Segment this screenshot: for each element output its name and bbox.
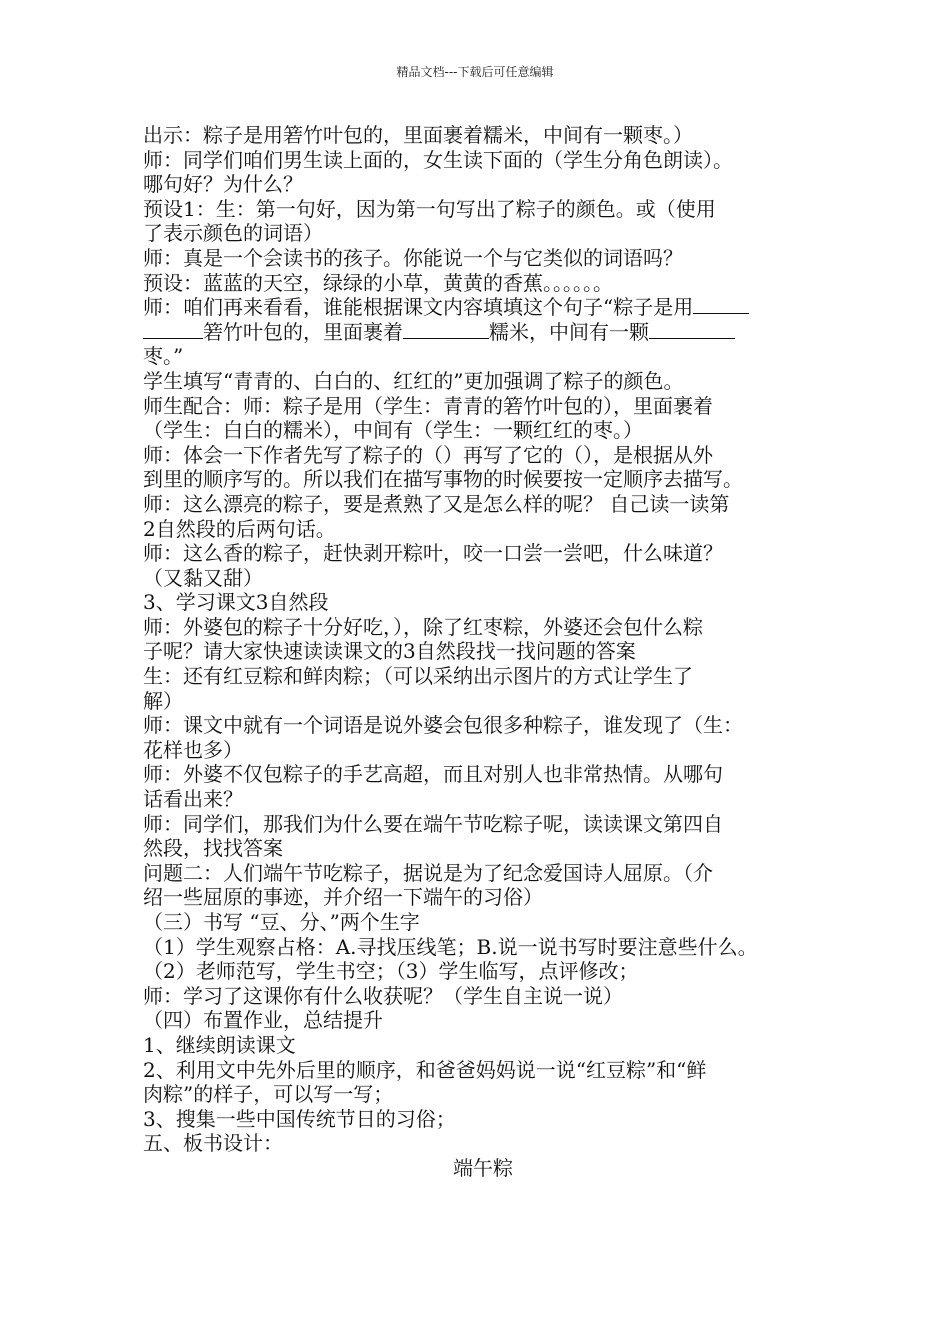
blank-underline	[693, 295, 749, 314]
text-line: 哪句好？为什么？	[143, 172, 303, 197]
page-header: 精品文档---下载后可任意编辑	[396, 65, 554, 79]
text-line: 子呢？请大家快速读读课文的3自然段找一找问题的答案	[143, 639, 636, 664]
text-line: 师生配合：师：粽子是用（学生：青青的箬竹叶包的），里面裹着	[143, 393, 713, 418]
list-item: 2、利用文中先外后里的顺序，和爸爸妈妈说一说“红豆粽”和“鲜	[143, 1057, 707, 1082]
blank-underline	[403, 320, 489, 339]
text-line: 然段，找找答案	[143, 836, 283, 861]
text-line: 话看出来？	[143, 787, 243, 812]
text-line: 师：同学们，那我们为什么要在端午节吃粽子呢，读读课文第四自	[143, 811, 723, 836]
section-heading: 五、板书设计：	[143, 1131, 283, 1156]
text-line: 师：外婆包的粽子十分好吃，），除了红枣粽，外婆还会包什么粽	[143, 614, 703, 639]
fill-text: 枣。”	[143, 344, 184, 369]
blank-underline	[649, 320, 735, 339]
text-line: 解）	[143, 688, 183, 713]
text-line: 出示：粽子是用箬竹叶包的，里面裹着糯米，中间有一颗枣。）	[143, 123, 693, 147]
section-heading: （三）书写 “豆、分、”两个生字	[143, 910, 420, 934]
fill-text: 箬竹叶包的，里面裹着	[203, 319, 403, 344]
text-line: 师：课文中就有一个词语是说外婆会包很多种粽子，谁发现了（生：	[143, 713, 743, 738]
board-title: 端午粽	[453, 1155, 513, 1180]
text-line: 师：体会一下作者先写了粽子的（）再写了它的（），是根据从外	[143, 442, 713, 467]
text-line: 师：这么漂亮的粽子，要是煮熟了又是怎么样的呢？ 自己读一读第	[143, 491, 730, 516]
text-line: 生：还有红豆粽和鲜肉粽；（可以采纳出示图片的方式让学生了	[143, 664, 693, 689]
text-line: 问题二：人们端午节吃粽子，据说是为了纪念爱国诗人屈原。（介	[143, 860, 713, 885]
text-line: 到里的顺序写的。所以我们在描写事物的时候要按一定顺序去描写。	[143, 467, 743, 492]
list-item: 肉粽”的样子，可以写一写；	[143, 1082, 394, 1107]
text-line: 学生填写“青青的、白白的、红红的”更加强调了粽子的颜色。	[143, 368, 684, 393]
section-heading: 3、学习课文3自然段	[143, 590, 329, 615]
fill-blank-line-1	[143, 295, 823, 320]
section-heading: （四）布置作业，总结提升	[143, 1008, 383, 1033]
fill-text: 糯米，中间有一颗	[489, 319, 649, 344]
text-line: 2自然段的后两句话。	[143, 516, 336, 541]
text-line: 师：学习了这课你有什么收获呢？（学生自主说一说）	[143, 983, 623, 1008]
text-line: 师：外婆不仅包粽子的手艺高超，而且对别人也非常热情。从哪句	[143, 762, 723, 787]
text-line: （又黏又甜）	[143, 565, 263, 590]
fill-blank-line-2	[143, 320, 823, 345]
document-body	[143, 123, 823, 1181]
blank-underline	[143, 320, 203, 339]
text-line: 绍一些屈原的事迹，并介绍一下端午的习俗）	[143, 885, 543, 910]
text-line: 花样也多）	[143, 737, 243, 762]
list-item: 3、搜集一些中国传统节日的习俗；	[143, 1106, 456, 1131]
list-item: 1、继续朗读课文	[143, 1032, 296, 1057]
text-line: 了表示颜色的词语）	[143, 221, 323, 246]
text-line: 预设：蓝蓝的天空，绿绿的小草，黄黄的香蕉。。。。。。	[143, 270, 613, 295]
text-line: 预设1：生：第一句好，因为第一句写出了粽子的颜色。或（使用	[143, 196, 716, 221]
text-line: 师：同学们咱们男生读上面的，女生读下面的（学生分角色朗读）。	[143, 147, 733, 172]
text-line: （1）学生观察占格：A.寻找压线笔；B.说一说书写时要注意些什么。	[143, 934, 758, 959]
text-line: （学生：白白的糯米），中间有（学生：一颗红红的枣。）	[143, 418, 643, 443]
text-line: 师：这么香的粽子，赶快剥开粽叶，咬一口尝一尝吧，什么味道？	[143, 541, 723, 566]
fill-blank-line-3	[143, 344, 823, 369]
text-line: 师：真是一个会读书的孩子。你能说一个与它类似的词语吗？	[143, 245, 683, 270]
fill-text: 师：咱们再来看看，谁能根据课文内容填填这个句子“粽子是用	[143, 295, 694, 320]
text-line: （2）老师范写，学生书空；（3）学生临写，点评修改；	[143, 959, 639, 984]
